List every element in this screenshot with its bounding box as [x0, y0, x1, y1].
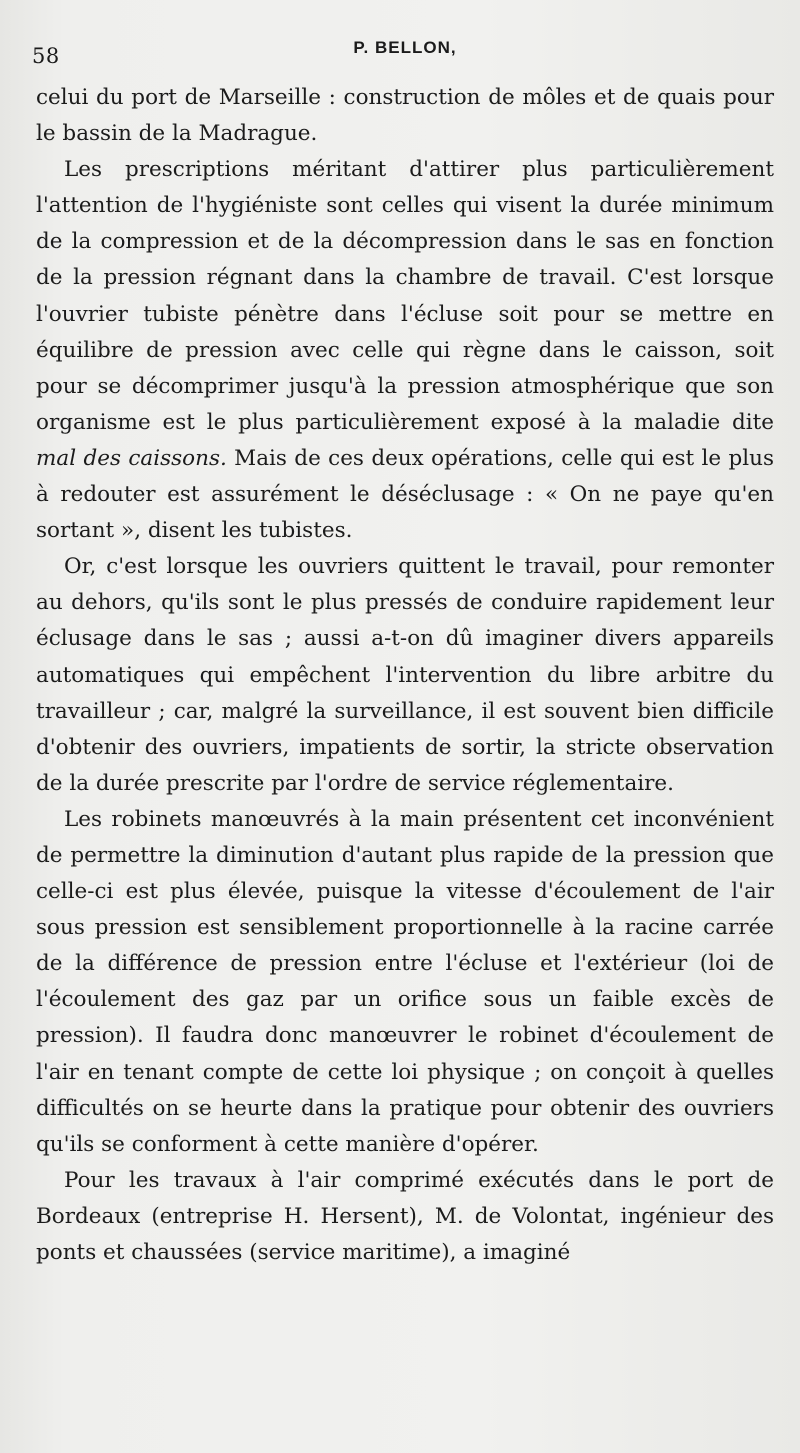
- page-header: [32, 38, 774, 74]
- paragraph-3: Or, c'est lorsque les ouvriers quittent le travail, pour remonter au dehors, qu'ils sont le plus pressés de conduire rapidement leur éclusage dans le sas ; aussi a-t-on dû imaginer divers appareils automatiques qui empêchent l'intervention du libre arbitre du travailleur ; car, malgré la surveillance, il est souvent bien difficile d'obtenir des ouvriers, impatients de sortir, la stricte observation de la durée prescrite par l'ordre de service réglementaire.: [36, 554, 774, 796]
- paragraph-2-text-after: Mais de ces deux opérations, celle qui est le plus à redouter est assurément le déséclusage : « On ne paye qu'en sortant », disent les tubistes.: [36, 445, 774, 544]
- paragraph-1: celui du port de Marseille : construction de môles et de quais pour le bassin de la Madrague.: [36, 85, 774, 147]
- running-head: P. BELLON,: [353, 38, 457, 57]
- paragraph-2-text-before: Les prescriptions méritant d'attirer plus particulièrement l'attention de l'hygiéniste sont celles qui visent la durée minimum de la compression et de la décompression dans le sas en fonction de la pression régnant dans la chambre de travail. C'est lorsque l'ouvrier tubiste pénètre dans l'écluse soit pour se mettre en équilibre de pression avec celle qui règne dans le caisson, soit pour se décomprimer jusqu'à la pression atmosphérique que son organisme est le plus particulièrement exposé à la maladie dite: [36, 157, 774, 435]
- page-number: 58: [32, 44, 60, 68]
- paragraph-2: [36, 152, 774, 549]
- paragraph-4: Les robinets manœuvrés à la main présentent cet inconvénient de permettre la diminution d'autant plus rapide de la pression que celle-ci est plus élevée, puisque la vitesse d'écoulement de l'air sous pression est sensiblement proportionnelle à la racine carrée de la différence de pression entre l'écluse et l'extérieur (loi de l'écoulement des gaz par un orifice sous un faible excès de pression). Il faudra donc manœuvrer le robinet d'écoulement de l'air en tenant compte de cette loi physique ; on conçoit à quelles difficultés on se heurte dans la pratique pour obtenir des ouvriers qu'ils se conforment à cette manière d'opérer.: [36, 806, 774, 1157]
- paragraph-5: Pour les travaux à l'air comprimé exécutés dans le port de Bordeaux (entreprise H. Hersent), M. de Volontat, ingénieur des ponts et chaussées (service maritime), a imaginé: [36, 1167, 774, 1265]
- body-text: [36, 80, 774, 1271]
- paragraph-2-italic-term: mal des caissons.: [36, 445, 227, 471]
